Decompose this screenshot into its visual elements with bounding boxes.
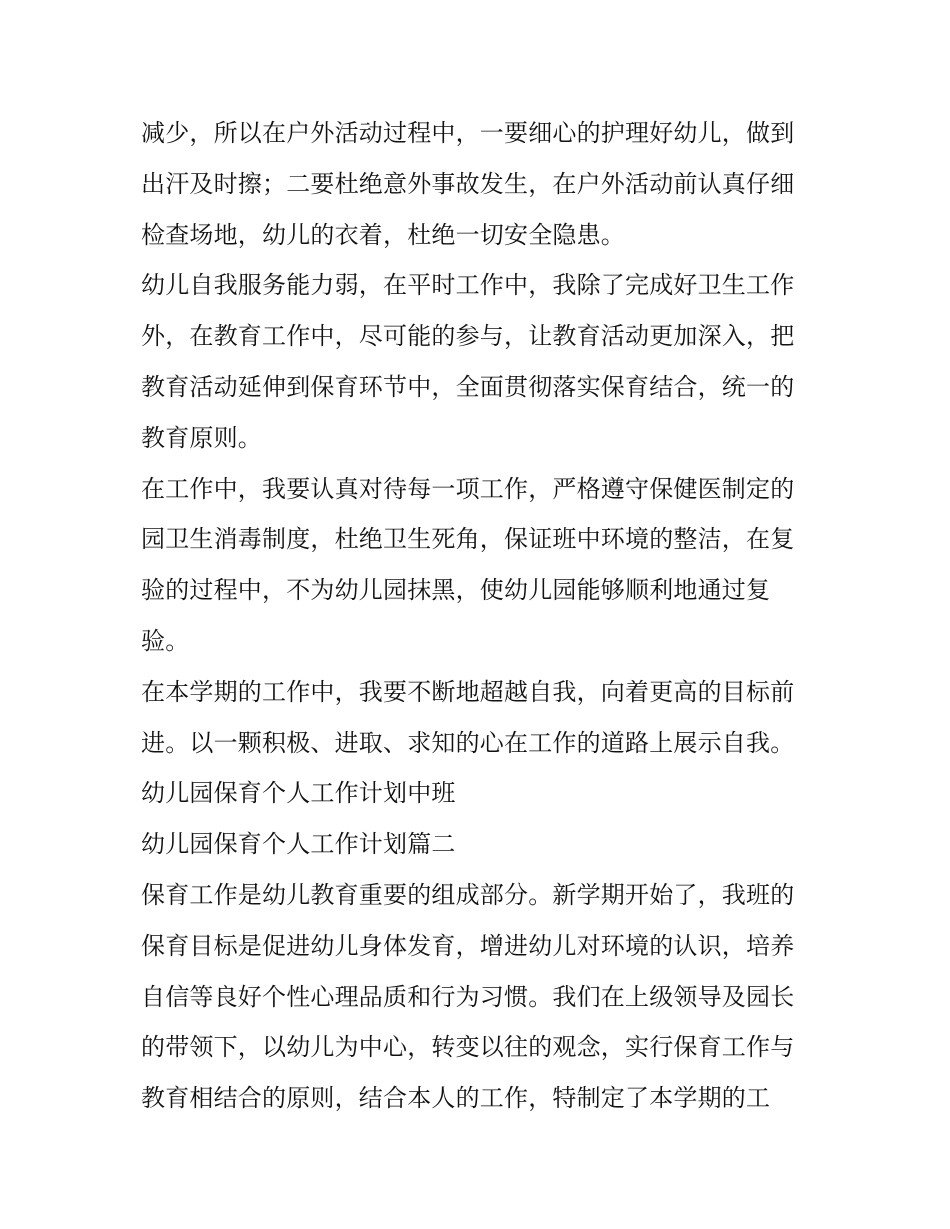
section-heading: 幼儿园保育个人工作计划篇二	[141, 830, 456, 859]
text-line: 教育原则。	[141, 423, 262, 452]
text-line: 外，在教育工作中，尽可能的参与，让教育活动更加深入，把	[141, 322, 795, 351]
text-line: 保育工作是幼儿教育重要的组成部分。新学期开始了，我班的	[141, 880, 795, 909]
text-line: 的带领下，以幼儿为中心，转变以往的观念，实行保育工作与	[141, 1033, 795, 1062]
text-line: 验的过程中，不为幼儿园抹黑，使幼儿园能够顺利地通过复	[141, 576, 771, 605]
text-line: 验。	[141, 626, 190, 655]
text-line: 在本学期的工作中，我要不断地超越自我，向着更高的目标前	[141, 677, 795, 706]
text-line: 出汗及时擦；二要杜绝意外事故发生，在户外活动前认真仔细	[141, 169, 795, 198]
text-line: 教育活动延伸到保育环节中，全面贯彻落实保育结合，统一的	[141, 372, 795, 401]
document-body	[141, 108, 821, 1124]
text-line: 检查场地，幼儿的衣着，杜绝一切安全隐患。	[141, 220, 625, 249]
text-line: 自信等良好个性心理品质和行为习惯。我们在上级领导及园长	[141, 982, 795, 1011]
text-line: 幼儿自我服务能力弱，在平时工作中，我除了完成好卫生工作	[141, 271, 795, 300]
text-line: 进。以一颗积极、进取、求知的心在工作的道路上展示自我。	[141, 728, 795, 757]
text-line: 教育相结合的原则，结合本人的工作，特制定了本学期的工	[141, 1084, 771, 1113]
text-line: 保育目标是促进幼儿身体发育，增进幼儿对环境的认识，培养	[141, 931, 795, 960]
text-line: 园卫生消毒制度，杜绝卫生死角，保证班中环境的整洁，在复	[141, 525, 795, 554]
section-heading: 幼儿园保育个人工作计划中班	[141, 779, 456, 808]
text-line: 减少，所以在户外活动过程中，一要细心的护理好幼儿，做到	[141, 119, 795, 147]
text-line: 在工作中，我要认真对待每一项工作，严格遵守保健医制定的	[141, 474, 795, 503]
